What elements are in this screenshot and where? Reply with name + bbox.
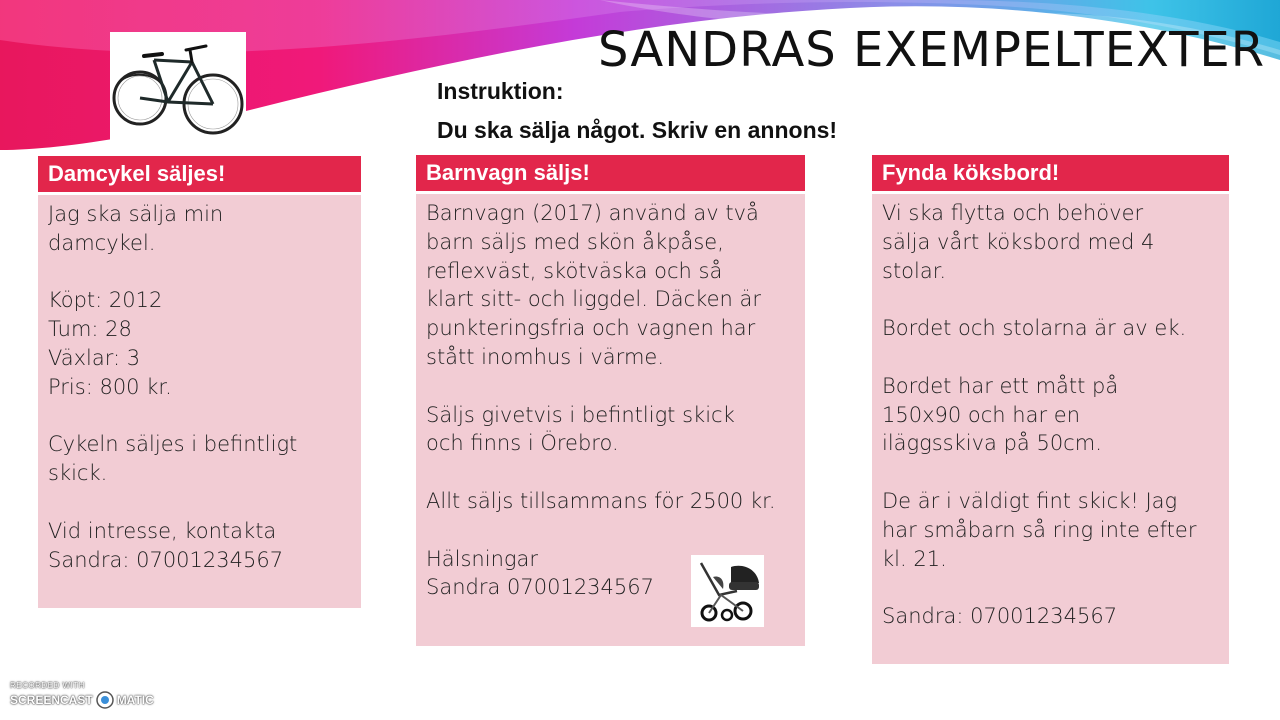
ad-card-bike	[38, 156, 361, 608]
bicycle-icon	[110, 32, 246, 140]
ad-paragraph: Cykeln säljes i befintligt skick.	[48, 432, 298, 486]
ad-paragraph: De är i väldigt fint skick! Jag har småbarn så ring inte efter kl. 21.	[882, 488, 1197, 571]
ad-paragraph	[426, 458, 797, 487]
ad-paragraph	[48, 258, 353, 287]
instruction-heading: Instruktion:	[437, 78, 564, 104]
ad-card-header: Barnvagn säljs!	[416, 155, 805, 194]
ad-paragraph	[426, 516, 797, 545]
watermark-logo	[10, 690, 154, 710]
ad-paragraph: Allt säljs tillsammans för 2500 kr.	[426, 488, 776, 513]
bicycle-image	[110, 32, 246, 140]
ad-paragraph	[48, 488, 353, 517]
stroller-image	[691, 555, 764, 627]
watermark-text-left: SCREENCAST	[10, 693, 93, 707]
ad-paragraph: Säljs givetvis i befintligt skick och finns i Örebro.	[426, 402, 735, 456]
ad-paragraph	[882, 573, 1221, 602]
ad-paragraph: Bordet har ett mått på 150x90 och har en iläggsskiva på 50cm.	[882, 373, 1119, 456]
ad-card-body	[38, 195, 361, 574]
ad-paragraph: Jag ska sälja min damcykel.	[48, 202, 224, 255]
stroller-icon	[691, 555, 764, 627]
screencast-watermark	[10, 681, 154, 710]
ad-paragraph: Sandra: 07001234567	[882, 604, 1118, 629]
ad-paragraph	[882, 660, 1221, 689]
ad-paragraph: Vi ska flytta och behöver sälja vårt köksbord med 4 stolar.	[882, 201, 1155, 283]
ad-paragraph: Bordet och stolarna är av ek.	[882, 316, 1187, 341]
ad-card-header: Fynda köksbord!	[872, 155, 1229, 194]
ad-card-body	[416, 194, 805, 602]
ad-paragraph	[426, 372, 797, 401]
ad-card-table	[872, 155, 1229, 664]
ad-paragraph	[882, 631, 1221, 660]
ad-card-header: Damcykel säljes!	[38, 156, 361, 195]
instruction-text: Du ska sälja något. Skriv en annons!	[437, 117, 838, 143]
ad-paragraph: Vid intresse, kontakta Sandra: 07001234567	[48, 518, 284, 572]
ad-paragraph	[882, 343, 1221, 372]
ad-paragraph	[882, 458, 1221, 487]
watermark-text-right: MATIC	[116, 693, 154, 707]
ad-paragraph	[48, 402, 353, 431]
record-icon	[95, 690, 115, 710]
ad-paragraph: Hälsningar Sandra 07001234567	[426, 546, 654, 600]
ad-paragraph	[882, 285, 1221, 314]
page-title: SANDRAS EXEMPELTEXTER	[598, 22, 1266, 78]
watermark-caption: RECORDED WITH	[10, 681, 85, 690]
ad-paragraph: Köpt: 2012 Tum: 28 Växlar: 3 Pris: 800 kr.	[48, 288, 172, 399]
ad-card-body	[872, 194, 1229, 689]
ad-paragraph: Barnvagn (2017) använd av två barn säljs med skön åkpåse, reflexväst, skötväska och så klart sitt- och liggdel. Däcken är punkteringsfria och vagnen har stått inomhus i värme.	[426, 201, 761, 369]
